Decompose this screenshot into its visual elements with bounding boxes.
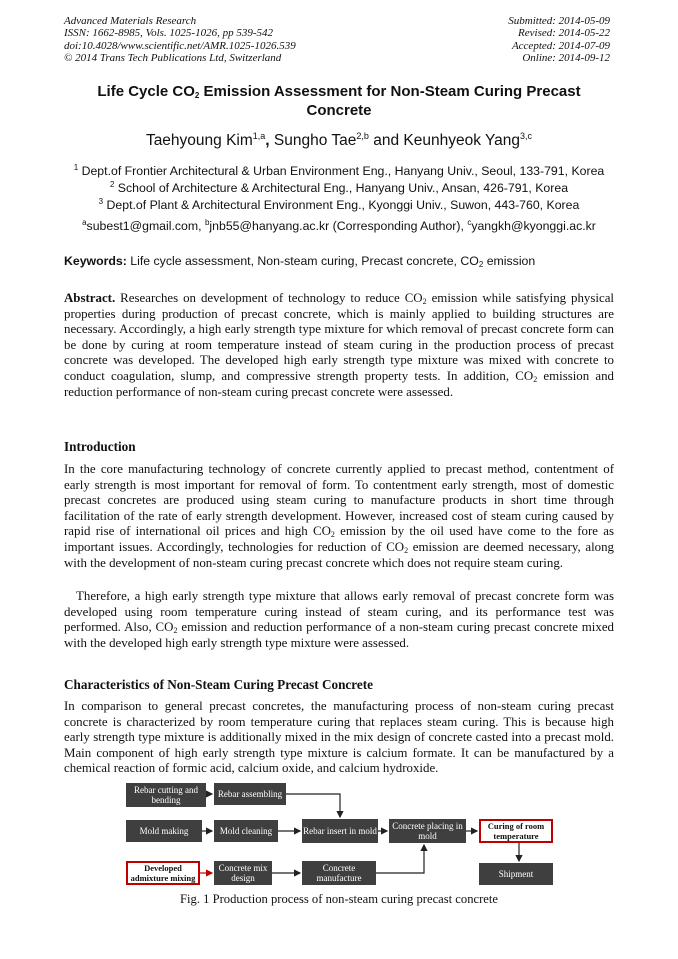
journal-name: Advanced Materials Research — [64, 15, 197, 27]
section-heading: Characteristics of Non-Steam Curing Precast Concrete — [64, 677, 373, 692]
email-link[interactable]: yangkh@kyonggi.ac.kr — [471, 219, 596, 234]
box-rebar-cutting: Rebar cutting and bending — [126, 783, 206, 807]
submission-dates — [508, 15, 610, 64]
author-name: Keunhyeok Yang — [403, 132, 521, 150]
email-link[interactable]: jnb55@hanyang.ac.kr (Corresponding Author), — [209, 219, 468, 234]
online-date: Online: 2014-09-12 — [522, 51, 610, 64]
box-shipment: Shipment — [479, 863, 553, 885]
box-mold-cleaning: Mold cleaning — [214, 820, 278, 842]
author-name: Sungho Tae — [273, 132, 357, 150]
box-rebar-assembling: Rebar assembling — [214, 783, 286, 805]
paper-title: Life Cycle $CO_2$ Emission Assessment for Non-Steam Curing Precast Concrete — [97, 83, 581, 119]
journal-issn: ISSN: 1662-8985, Vols. 1025-1026, pp 539-542 — [64, 27, 273, 40]
box-mold-making: Mold making — [126, 820, 202, 842]
revised-date: Revised: 2014-05-22 — [518, 27, 610, 40]
process-flow-diagram — [122, 779, 562, 889]
accepted-date: Accepted: 2014-07-09 — [511, 39, 610, 52]
keywords-label: Keywords: — [64, 254, 127, 268]
affiliation: $^3$ Dept.of Plant & Architectural Environment Eng., Kyonggi Univ., Suwon, 443-760, Korea — [98, 197, 580, 213]
abstract: Abstract. Researches on development of technology to reduce $CO_2$ emission while satisfying physical properties during production of precast concrete, which is mainly applied to building structures are necessary. Accordingly, a high early strength type mixture for which removal of precast concrete form can be done by curing at room temperature instead of steam curing in the production process of precast concrete was developed. The developed high early strength type mixture was mixed with concrete to conduct coagulation, slump, and compressive strength property tests. In addition, $CO_2$ emission and reduction performance of non-steam curing precast concrete were assessed. — [64, 291, 614, 399]
email-link[interactable]: subest1@gmail.com, — [86, 219, 205, 234]
box-room-temperature-curing: Curing of room temperature — [479, 819, 553, 843]
box-concrete-mix-design: Concrete mix design — [214, 861, 272, 885]
section-heading: Introduction — [64, 439, 136, 454]
affiliation: $^2$ School of Architecture & Architectural Eng., Hanyang Univ., Ansan, 426-791, Korea — [109, 180, 569, 196]
paragraph: In the core manufacturing technology of concrete currently applied to precast method, contentment of early strength is most important for removal of form. To contentment early strength, most of domestic precast concretes are produced using steam curing to manufacture products in short time through facilitation of the rate of early strength development. However, increased cost of steam curing caused by rapid rise of international oil prices and high $CO_2$ emission by the oil used have come to the fore as important issues. Accordingly, technologies for reduction of $CO_2$ emission are deemed necessary, along with the development of non-steam curing precast concrete which does not require steam curing. — [64, 462, 614, 570]
figure-caption: Fig. 1 Production process of non-steam curing precast concrete — [180, 892, 498, 906]
box-developed-admixture: Developed admixture mixing — [126, 861, 200, 885]
box-concrete-placing: Concrete placing in mold — [389, 819, 466, 843]
paragraph: Therefore, a high early strength type mixture that allows early removal of precast concrete form was developed using room temperature curing instead of steam curing, and its performance test was performed. Also, $CO_2$ emission and reduction performance of a non-steam curing precast concrete mixed with the developed high early strength type mixture were assessed. — [64, 589, 614, 650]
abstract-label: Abstract. — [64, 291, 116, 305]
affiliation: $^1$ Dept.of Frontier Architectural & Urban Environment Eng., Hanyang Univ., Seoul, 133-791, Korea — [73, 163, 605, 179]
paragraph: In comparison to general precast concretes, the manufacturing process of non-steam curing precast concrete is characterized by room temperature curing that replaces steam curing. This is because high early strength type mixture is additionally mixed in the mix design of concrete casted into a precast mold. Main component of high early strength type mixture is calcium formate. It can be manufactured by a chemical reaction of formic acid, calcium oxide, and calcium hydroxide. — [64, 699, 614, 776]
keywords: Keywords: Life cycle assessment, Non-steam curing, Precast concrete, $CO_2$ emission — [64, 254, 536, 269]
box-rebar-insert: Rebar insert in mold — [302, 819, 378, 843]
author-name: Taehyoung Kim — [145, 132, 253, 150]
journal-info — [64, 15, 296, 64]
box-concrete-manufacture: Concrete manufacture — [302, 861, 376, 885]
author-emails: $^a$subest1@gmail.com, $^b$jnb55@hanyang.ac.kr (Corresponding Author), $^c$yangkh@kyonggi.ac.kr — [82, 218, 596, 234]
author-list: Taehyoung Kim$^{1,a}$, Sungho Tae$^{2,b}$ and Keunhyeok Yang$^{3,c}$ — [145, 131, 533, 150]
journal-doi: doi:10.4028/www.scientific.net/AMR.1025-1026.539 — [64, 39, 296, 52]
journal-copyright: © 2014 Trans Tech Publications Ltd, Switzerland — [64, 51, 282, 64]
submitted-date: Submitted: 2014-05-09 — [508, 15, 610, 27]
